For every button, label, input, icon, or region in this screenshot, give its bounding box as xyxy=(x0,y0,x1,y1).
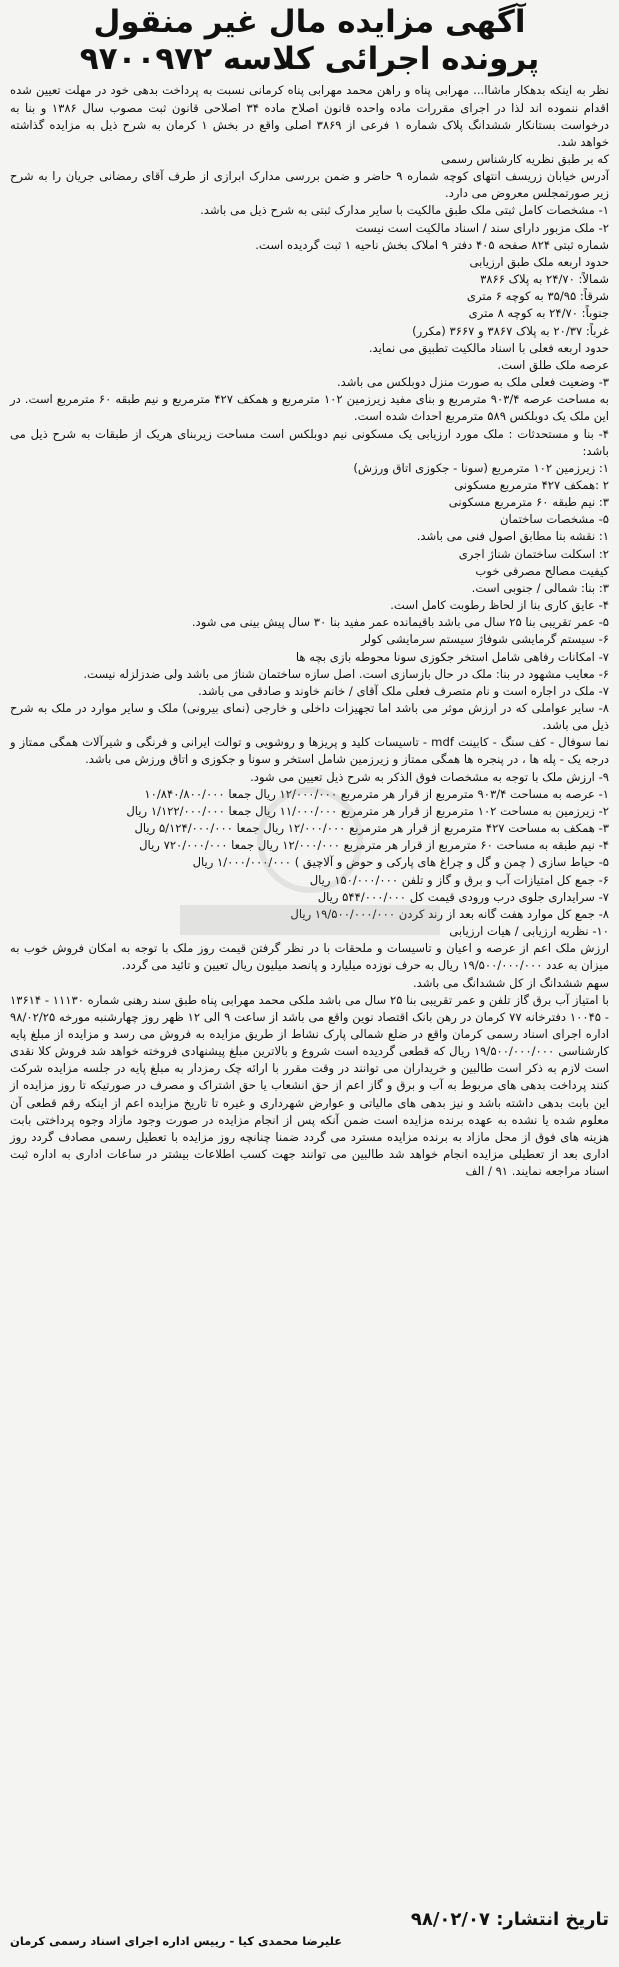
notice-paragraph: ۳- وضعیت فعلی ملک به صورت منزل دوبلکس می باشد. xyxy=(336,375,609,390)
notice-paragraph: شرقاً: ۳۵/۹۵ به کوچه ۶ متری xyxy=(466,289,609,304)
notice-paragraph: ۲- زیرزمین به مساحت ۱۰۲ مترمربع از قرار هر مترمربع ۱۱/۰۰۰/۰۰۰ ریال جمعا ۱/۱۲۲/۰۰۰/۰۰۰ ریال xyxy=(126,803,609,818)
notice-paragraph: ۱۰- نظریه ارزیابی / هیات ارزیابی xyxy=(449,924,609,939)
notice-title: آگهی مزایده مال غیر منقول xyxy=(93,4,526,40)
notice-body xyxy=(10,82,609,1180)
notice-paragraph: عرصه ملک طلق است. xyxy=(497,357,609,372)
notice-paragraph: شمالاً: ۲۴/۷۰ به پلاک ۳۸۶۶ xyxy=(480,272,609,287)
notice-paragraph: ۱: نقشه بنا مطابق اصول فنی می باشد. xyxy=(416,529,609,544)
notice-paragraph: ۱- مشخصات کامل ثبتی ملک طبق مالکیت با سایر مدارک ثبتی به شرح ذیل می باشد. xyxy=(200,203,609,218)
notice-paragraph: ارزش ملک اعم از عرصه و اعیان و تاسیسات و ملحقات با در نظر گرفتن قیمت روز ملک با توجه به امکان فروش خوب به میزان به عدد ۱۹/۵۰۰/۰۰۰/۰۰۰ ریال به حرف نوزده میلیارد و پانصد میلیون ریال تعیین و تائید می گردد. xyxy=(10,941,609,973)
notice-paragraph: ۳: نیم طبقه ۶۰ مترمربع مسکونی xyxy=(448,495,609,510)
notice-paragraph: ۲ :همکف ۴۲۷ مترمربع مسکونی xyxy=(454,477,609,492)
notice-paragraph: شماره ثبتی ۸۲۴ صفحه ۴۰۵ دفتر ۹ املاک بخش ناحیه ۱ ثبت گردیده است. xyxy=(255,237,609,252)
notice-paragraph: ۵- حیاط سازی ( چمن و گل و چراغ های پارکی و حوض و آلاچیق ) ۱/۰۰۰/۰۰۰/۰۰۰ ریال xyxy=(192,855,609,870)
notice-paragraph: کیفیت مصالح مصرفی خوب xyxy=(475,563,609,578)
notice-paragraph: ۶- جمع کل امتیازات آب و برق و گاز و تلفن ۱۵۰/۰۰۰/۰۰۰ ریال xyxy=(309,872,609,887)
notice-paragraph: ۶- معایب مشهود در بنا: ملک در حال بازسازی است. اصل سازه ساختمان شناژ می باشد ولی ضدزلزله نیست. xyxy=(83,666,609,681)
notice-paragraph: ۷- ملک در اجاره است و نام متصرف فعلی ملک آقای / خانم خاوند و صادقی می باشد. xyxy=(198,683,609,698)
notice-paragraph: ۹- ارزش ملک با توجه به مشخصات فوق الذکر به شرح ذیل تعیین می شود. xyxy=(250,769,609,784)
notice-paragraph: با امتیاز آب برق گاز تلفن و عمر تقریبی بنا ۲۵ سال می باشد ملکی محمد مهرابی پناه طبق سند رهنی شماره ۱۱۱۳۰ - ۱۳۶۱۴ - ۱۰۰۴۵ دفترخانه ۷۷ کرمان در رهن بانک اقتصاد نوین واقع می باشد از ساعت ۹ الی ۱۲ ظهر روز چهارشنبه مورخه ۹۸/۰۲/۲۵ اداره اجرای اسناد رسمی کرمان واقع در ضلع شمالی پارک نشاط از طریق مزایده به فروش می رسد و مزایده از مبلغ پایه کارشناسی ۱۹/۵۰۰/۰۰۰/۰۰۰ ریال که قطعی گردیده است شروع و بالاترین مبلغ پیشنهادی فروخته خواهد شد فروش کلا نقدی است لازم به ذکر است طالبین و خریداران می توانند در وقت مقرر با ارائه چک رمزدار به مبلغ پایه در جلسه مزایده شرکت کنند پرداخت بدهی های مربوط به آب و برق و گاز اعم از حق انشعاب یا حق اشتراک و مصرف در صورتیکه تا روز مزایده از این بابت بدهی داشته باشد و نیز بدهی های مالیاتی و عوارض شهرداری و غیره تا تاریخ مزایده اعم از اینکه رقم قطعی آن معلوم شده یا نشده به عهده برنده مزایده است ضمن آنکه پس از انجام مزایده در صورت وجود مازاد وجوه پرداختی بابت هزینه های فوق از محل مازاد به برنده مزایده مسترد می گردد ضمنا چنانچه روز مزایده با تعطیل رسمی مصادف گردد روز اداری بعد از تعطیلی مزایده انجام خواهد شد طالبین می توانند جهت کسب اطلاعات بیشتر در ساعات اداری به اداره ثبت اسناد مراجعه نمایند. ۹۱ / الف xyxy=(10,992,609,1179)
notice-paragraph: سهم ششدانگ از کل ششدانگ می باشد. xyxy=(412,975,609,990)
notice-paragraph: نظر به اینکه بدهکار ماشاا... مهرابی پناه و راهن محمد مهرابی پناه کرمانی نسبت به پرداخت بدهی خود در مهلت تعیین شده اقدام ننموده اند لذا در اجرای مقررات ماده واحده قانون اصلاح ماده ۳۴ اصلاحی قانون ثبت مصوب سال ۱۳۸۶ و بنا به درخواست بستانکار ششدانگ پلاک شماره ۱ فرعی از ۳۸۶۹ اصلی واقع در بخش ۱ کرمان به شرح ذیل به مزایده گذاشته خواهد شد. xyxy=(10,83,609,149)
notice-paragraph: ۴- عایق کاری بنا از لحاظ رطوبت کامل است. xyxy=(390,598,609,613)
notice-paragraph: که بر طبق نظریه کارشناس رسمی xyxy=(441,152,609,166)
notice-paragraph: جنوباً: ۲۴/۷۰ به کوچه ۸ متری xyxy=(468,306,609,321)
notice-paragraph: ۶- سیستم گرمایشی شوفاژ سیستم سرمایشی کولر xyxy=(361,632,609,647)
notice-paragraph: ۸- جمع کل موارد هفت گانه بعد از رند کردن ۱۹/۵۰۰/۰۰۰/۰۰۰ ریال xyxy=(290,906,609,921)
case-number-title: پرونده اجرائی کلاسه ۹۷۰۰۹۷۲ xyxy=(79,41,540,78)
notice-paragraph: ۷- امکانات رفاهی شامل استخر جکوزی سونا محوطه بازی بچه ها xyxy=(295,649,609,664)
notice-paragraph: ۴- نیم طبقه به مساحت ۶۰ مترمربع از قرار هر مترمربع ۱۲/۰۰۰/۰۰۰ ریال جمعا ۷۲۰/۰۰۰/۰۰۰ ریال xyxy=(139,838,609,853)
notice-paragraph: ۲: اسکلت ساختمان شناژ اجری xyxy=(458,546,609,561)
notice-paragraph: ۸- سایر عواملی که در ارزش موثر می باشد اما تجهیزات داخلی و خارجی (نمای بیرونی) ملک و سایر موارد در ملک به شرح ذیل می باشد. xyxy=(10,701,609,733)
notice-paragraph: ۳- همکف به مساحت ۴۲۷ مترمربع از قرار هر مترمربع ۱۲/۰۰۰/۰۰۰ ریال جمعا ۵/۱۲۴/۰۰۰/۰۰۰ ریال xyxy=(134,821,609,836)
notice-paragraph: به مساحت عرصه ۹۰۳/۴ مترمربع و بنای مفید زیرزمین ۱۰۲ مترمربع و همکف ۴۲۷ مترمربع و نیم طبقه ۶۰ مترمربع است. در این ملک یک دوبلکس ۵۸۹ مترمربع احداث شده است. xyxy=(10,392,610,424)
signature-line: علیرضا محمدی کیا - رییس اداره اجرای اسناد رسمی کرمان xyxy=(10,1933,343,1948)
notice-paragraph: غرباً: ۲۰/۳۷ به پلاک ۳۸۶۷ و ۳۶۶۷ (مکرر) xyxy=(412,323,609,338)
notice-paragraph: ۱: زیرزمین ۱۰۲ مترمربع (سونا - جکوزی اتاق ورزش) xyxy=(353,460,609,475)
notice-paragraph: حدود اربعه فعلی با اسناد مالکیت تطبیق می نماید. xyxy=(368,340,609,355)
publish-date: تاریخ انتشار: ۹۸/۰۲/۰۷ xyxy=(410,1908,609,1930)
notice-paragraph: ۴- بنا و مستحدثات : ملک مورد ارزیابی یک مسکونی نیم دوبلکس است مساحت زیربنای هریک از طبقات به شرح ذیل می باشد: xyxy=(10,426,609,458)
notice-paragraph: ۳: بنا: شمالی / جنوبی است. xyxy=(471,580,609,595)
notice-paragraph: حدود اربعه ملک طبق ارزیابی xyxy=(469,254,609,269)
notice-paragraph: ۲- ملک مزبور دارای سند / اسناد مالکیت است نیست xyxy=(355,220,609,235)
notice-paragraph: ۵- عمر تقریبی بنا ۲۵ سال می باشد باقیمانده عمر مفید بنا ۳۰ سال پیش بینی می شود. xyxy=(191,615,609,630)
notice-paragraph: نما سوفال - کف سنگ - کابینت mdf - تاسیسات کلید و پریزها و روشویی و توالت ایرانی و فرنگی و شیرآلات همگی ممتاز و درجه یک - پله ها ، در پنجره ها همگی ممتاز و زیرزمین شامل استخر و سونا و جکوزی و اتاق ورزش می باشد. xyxy=(10,735,609,767)
notice-paragraph: ۷- سرایداری جلوی درب ورودی قیمت کل ۵۴۴/۰۰۰/۰۰۰ ریال xyxy=(317,889,609,904)
notice-paragraph: ۵- مشخصات ساختمان xyxy=(500,512,609,527)
notice-paragraph: آدرس خیابان زریسف انتهای کوچه شماره ۹ حاضر و ضمن بررسی مدارک ابرازی از طرف آقای رمضانی جریان را به شرح زیر صورتمجلس معروض می دارد. xyxy=(10,169,609,201)
notice-footer xyxy=(10,1909,609,1960)
notice-paragraph: ۱- عرصه به مساحت ۹۰۳/۴ مترمربع از قرار هر مترمربع ۱۲/۰۰۰/۰۰۰ ریال جمعا ۱۰/۸۴۰/۸۰۰/۰۰۰ xyxy=(144,786,609,801)
